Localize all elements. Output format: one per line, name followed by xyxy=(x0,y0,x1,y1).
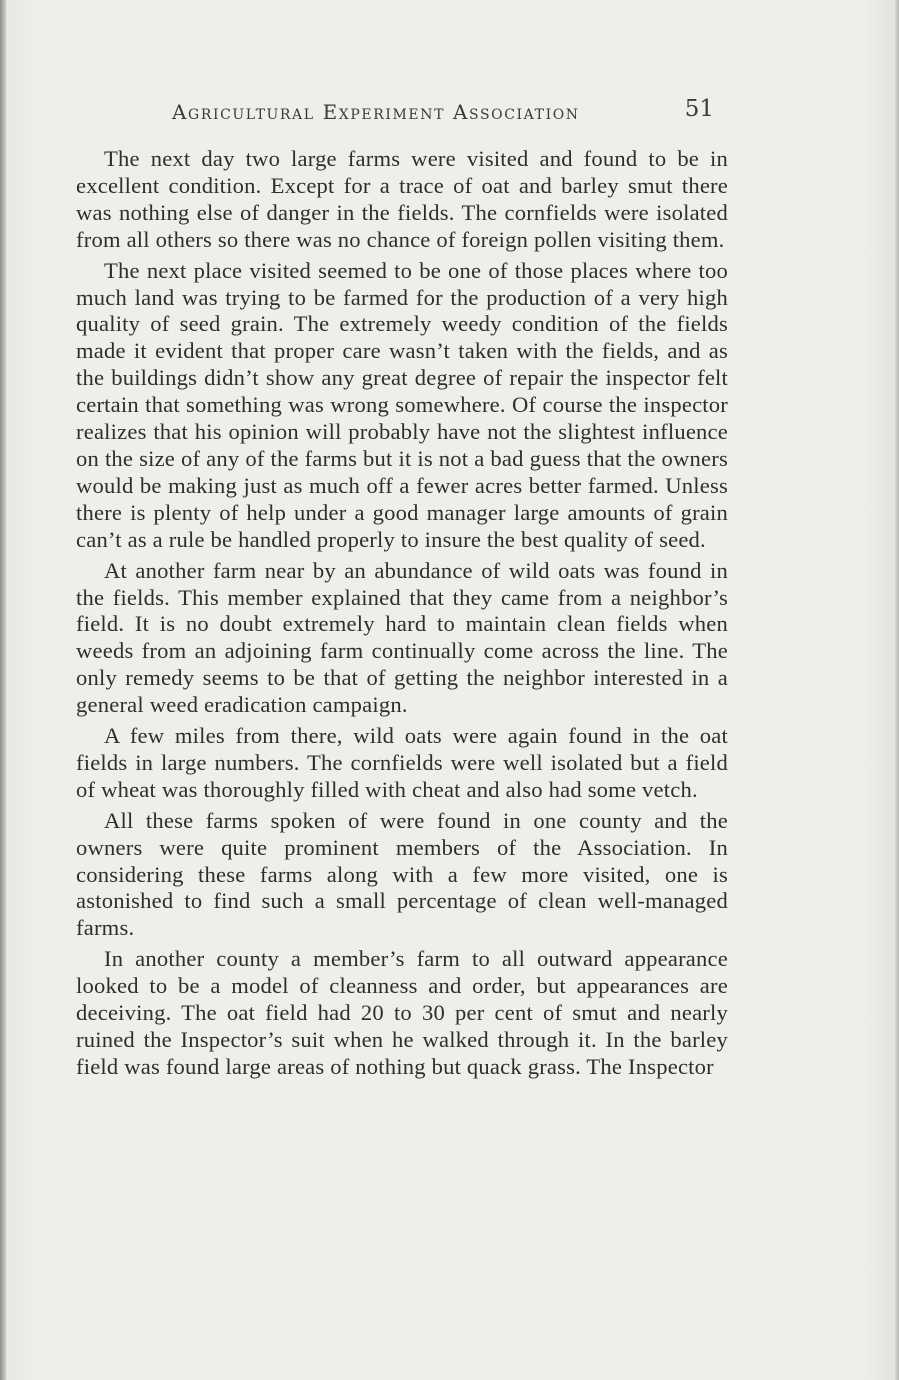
running-head: Agricultural Experiment Association xyxy=(172,100,580,124)
paragraph: In another county a member’s farm to all outward appearance looked to be a model of cleanness and order, but appearances are deceiving. The oat field had 20 to 30 per cent of smut and nearly ruined the Inspector’s suit when he walked through it. In the barley field was found large areas of nothing but quack grass. The Inspector xyxy=(76,946,728,1079)
paragraph: A few miles from there, wild oats were again found in the oat fields in large numbers. The cornfields were well isolated but a field of wheat was thoroughly filled with cheat and also had some vetch. xyxy=(76,723,728,802)
page-header xyxy=(172,96,714,126)
paragraph: The next day two large farms were visited and found to be in excellent condition. Except for a trace of oat and barley smut there was nothing else of danger in the fields. The cornfields were isolated from all others so there was no chance of foreign pollen visiting them. xyxy=(76,146,728,252)
paragraph: At another farm near by an abundance of wild oats was found in the fields. This member explained that they came from a neighbor’s field. It is no doubt extremely hard to maintain clean fields when weeds from an adjoining farm continually come across the line. The only remedy seems to be that of getting the neighbor interested in a general weed eradication campaign. xyxy=(76,557,728,718)
page-left-edge xyxy=(0,0,6,1380)
paragraph: All these farms spoken of were found in one county and the owners were quite prominent members of the Association. In considering these farms along with a few more visited, one is astonished to find such a small percentage of clean well-managed farms. xyxy=(76,807,728,941)
paragraph: The next place visited seemed to be one of those places where too much land was trying to be farmed for the production of a very high quality of seed grain. The extremely weedy condition of the fields made it evident that proper care wasn’t taken with the fields, and as the buildings didn’t show any great degree of repair the inspector felt certain that something was wrong somewhere. Of course the inspector realizes that his opinion will probably have not the slightest influence on the size of any of the farms but it is not a bad guess that the owners would be making just as much off a fewer acres better farmed. Unless there is plenty of help under a good manager large amounts of grain can’t as a rule be handled properly to insure the best quality of seed. xyxy=(76,257,728,552)
page-number: 51 xyxy=(684,96,714,122)
page-right-edge xyxy=(895,0,899,1380)
body-text xyxy=(76,146,728,1085)
